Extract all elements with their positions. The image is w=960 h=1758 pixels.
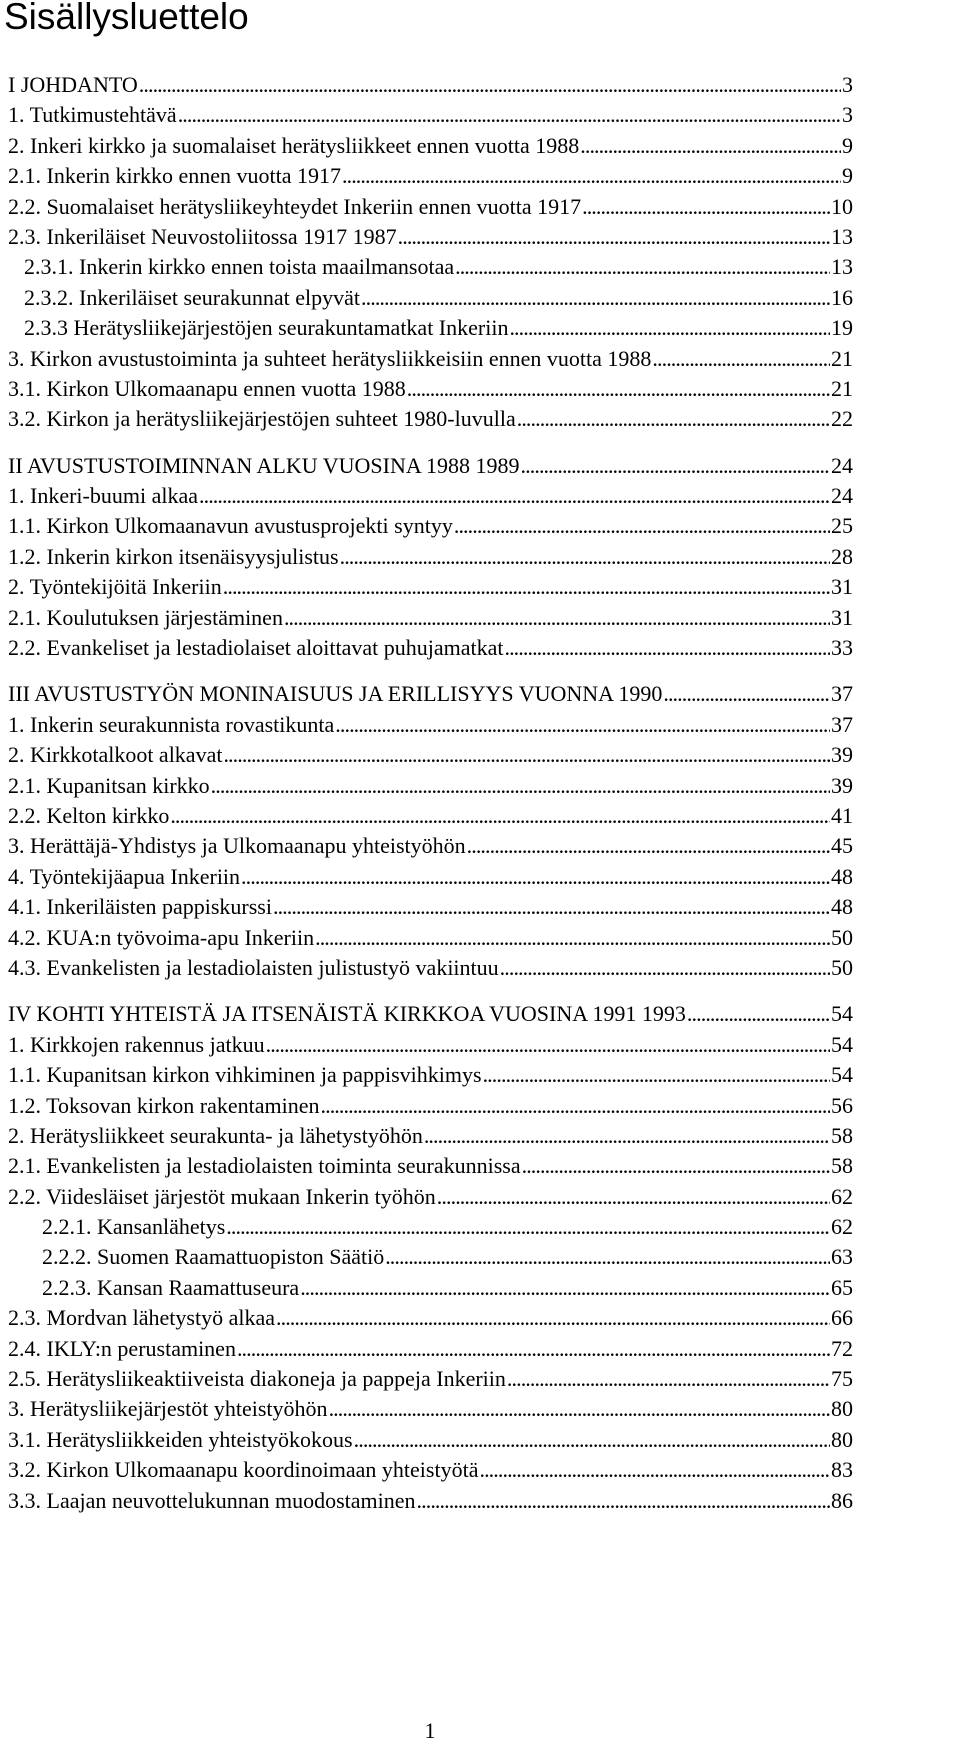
toc-entry[interactable] xyxy=(8,1364,853,1394)
toc-entry[interactable] xyxy=(8,344,853,374)
toc-entry-page: 37 xyxy=(831,711,853,737)
toc-entry[interactable] xyxy=(8,1182,853,1212)
toc-entry[interactable] xyxy=(8,222,853,252)
toc-entry[interactable] xyxy=(8,1030,853,1060)
toc-entry-page: 21 xyxy=(831,375,853,401)
dot-leader xyxy=(340,542,830,572)
toc-entry[interactable] xyxy=(8,771,853,801)
toc-entry[interactable] xyxy=(8,831,853,861)
dot-leader xyxy=(580,131,841,161)
toc-entry-text: 2.1. Evankelisten ja lestadiolaisten toiminta seurakunnissa xyxy=(8,1153,521,1179)
dot-leader xyxy=(522,1151,830,1181)
toc-entry[interactable] xyxy=(8,1303,853,1333)
dot-leader xyxy=(226,1212,830,1242)
toc-entry-page: 24 xyxy=(831,483,853,509)
toc-entry-page: 58 xyxy=(831,1122,853,1148)
toc-entry[interactable] xyxy=(8,374,853,404)
toc-entry[interactable] xyxy=(8,313,853,343)
toc-entry-page: 50 xyxy=(831,954,853,980)
dot-leader xyxy=(300,1273,830,1303)
toc-entry-page: 50 xyxy=(831,924,853,950)
toc-entry-page: 13 xyxy=(831,254,853,280)
toc-entry-text: 1.1. Kupanitsan kirkon vihkiminen ja pappisvihkimys xyxy=(8,1062,482,1088)
dot-leader xyxy=(398,222,830,252)
toc-entry-text: I JOHDANTO xyxy=(8,72,138,97)
dot-leader xyxy=(199,481,830,511)
toc-entry-page: 65 xyxy=(831,1274,853,1300)
toc-entry-page: 41 xyxy=(831,802,853,828)
dot-leader xyxy=(315,923,830,953)
dot-leader xyxy=(424,1121,830,1151)
toc-entry-page: 33 xyxy=(831,635,853,661)
toc-entry-text: 1. Kirkkojen rakennus jatkuu xyxy=(8,1031,265,1057)
toc-entry-text: III AVUSTUSTYÖN MONINAISUUS JA ERILLISYYS VUONNA 1990 xyxy=(8,681,663,707)
dot-leader xyxy=(455,252,830,282)
toc-entry[interactable] xyxy=(8,572,853,602)
toc-entry[interactable] xyxy=(8,1425,853,1455)
toc-entry-text: II AVUSTUSTOIMINNAN ALKU VUOSINA 1988 1989 xyxy=(8,452,520,478)
toc-entry-text: 3.3. Laajan neuvottelukunnan muodostaminen xyxy=(8,1487,416,1513)
dot-leader xyxy=(237,1334,830,1364)
dot-leader xyxy=(479,1455,830,1485)
dot-leader xyxy=(329,1394,830,1424)
dot-leader xyxy=(354,1425,830,1455)
dot-leader xyxy=(663,679,830,709)
toc-entry-text: 3.1. Kirkon Ulkomaanapu ennen vuotta 1988 xyxy=(8,375,406,401)
toc-entry-page: 10 xyxy=(831,193,853,219)
dot-leader xyxy=(241,862,830,892)
dot-leader xyxy=(223,740,830,770)
toc-entry-page: 39 xyxy=(831,772,853,798)
toc-entry-page: 16 xyxy=(831,284,853,310)
dot-leader xyxy=(454,511,830,541)
toc-entry[interactable] xyxy=(8,1091,853,1121)
toc-entry-page: 19 xyxy=(831,315,853,341)
toc-entry-text: 2.3. Inkeriläiset Neuvostoliitossa 1917 1987 xyxy=(8,223,397,249)
toc-entry-page: 72 xyxy=(831,1335,853,1361)
toc-entry[interactable] xyxy=(8,1242,853,1272)
dot-leader xyxy=(321,1091,831,1121)
dot-leader xyxy=(500,953,830,983)
toc-entry[interactable] xyxy=(8,1455,853,1485)
toc-entry-text: 2.2. Suomalaiset herätysliikeyhteydet Inkeriin ennen vuotta 1917 xyxy=(8,193,582,219)
toc-entry[interactable] xyxy=(8,161,853,191)
toc-entry-page: 75 xyxy=(831,1366,853,1392)
toc-entry[interactable] xyxy=(8,283,853,313)
toc-entry-text: 2.2. Evankeliset ja lestadiolaiset aloittavat puhujamatkat xyxy=(8,635,504,661)
toc-entry-page: 80 xyxy=(831,1396,853,1422)
toc-entry[interactable] xyxy=(8,192,853,222)
page-number: 1 xyxy=(424,1718,436,1743)
toc-entry[interactable] xyxy=(8,404,853,434)
toc-entry-text: 3.2. Kirkon ja herätysliikejärjestöjen suhteet 1980-luvulla xyxy=(8,406,516,432)
toc-entry-text: 2.3.1. Inkerin kirkko ennen toista maailmansotaa xyxy=(24,254,455,280)
toc-entry-page: 31 xyxy=(831,604,853,630)
dot-leader xyxy=(507,1364,830,1394)
toc-entry-text: 3. Kirkon avustustoiminta ja suhteet herätysliikkeisiin ennen vuotta 1988 xyxy=(8,345,652,371)
toc-entry-text: 2.2.1. Kansanlähetys xyxy=(42,1214,226,1240)
toc-entry-part-3[interactable] xyxy=(8,679,853,709)
toc-entry-text: 1.2. Inkerin kirkon itsenäisyysjulistus xyxy=(8,543,339,569)
toc-entry[interactable] xyxy=(8,603,853,633)
toc-entry-text: 2. Kirkkotalkoot alkavat xyxy=(8,742,223,768)
toc-entry-page: 45 xyxy=(831,833,853,859)
dot-leader xyxy=(273,892,830,922)
toc-entry-page: 54 xyxy=(831,1062,853,1088)
toc-entry-page: 3 xyxy=(842,72,853,97)
toc-entry[interactable] xyxy=(8,710,853,740)
toc-entry-text: 2.1. Kupanitsan kirkko xyxy=(8,772,210,798)
dot-leader xyxy=(335,710,830,740)
toc-entry-page: 37 xyxy=(831,681,853,707)
toc-entry[interactable] xyxy=(8,1121,853,1151)
dot-leader xyxy=(284,603,830,633)
toc-entry[interactable] xyxy=(8,1212,853,1242)
dot-leader xyxy=(276,1303,830,1333)
toc-entry-page: 39 xyxy=(831,742,853,768)
toc-entry-text: 2.1. Koulutuksen järjestäminen xyxy=(8,604,283,630)
toc-entry-page: 66 xyxy=(831,1305,853,1331)
toc-entry[interactable] xyxy=(8,1273,853,1303)
dot-leader xyxy=(178,100,841,130)
toc-entry[interactable] xyxy=(8,542,853,572)
toc-entry[interactable] xyxy=(8,131,853,161)
dot-leader xyxy=(266,1030,830,1060)
toc-entry-text: 2.1. Inkerin kirkko ennen vuotta 1917 xyxy=(8,163,341,189)
toc-entry-text: IV KOHTI YHTEISTÄ JA ITSENÄISTÄ KIRKKOA VUOSINA 1991 1993 xyxy=(8,1001,686,1027)
toc-entry[interactable] xyxy=(8,892,853,922)
toc-entry-page: 80 xyxy=(831,1426,853,1452)
toc-entry-page: 9 xyxy=(842,132,853,158)
toc-entry-text: 2.2. Kelton kirkko xyxy=(8,802,170,828)
toc-entry-text: 4.2. KUA:n työvoima-apu Inkeriin xyxy=(8,924,315,950)
toc-entry-text: 4.3. Evankelisten ja lestadiolaisten julistustyö vakiintuu xyxy=(8,954,499,980)
dot-leader xyxy=(521,451,830,481)
toc-entry-part-2[interactable] xyxy=(8,451,853,481)
toc-entry-page: 86 xyxy=(831,1487,853,1513)
toc-entry[interactable] xyxy=(8,1151,853,1181)
dot-leader xyxy=(211,771,830,801)
toc-entry-text: 1. Tutkimustehtävä xyxy=(8,102,177,128)
toc-entry[interactable] xyxy=(8,1394,853,1424)
toc-entry-text: 4. Työntekijäapua Inkeriin xyxy=(8,863,241,889)
toc-entry[interactable] xyxy=(8,1334,853,1364)
toc-entry-text: 3. Herätysliikejärjestöt yhteistyöhön xyxy=(8,1396,328,1422)
dot-leader xyxy=(170,801,830,831)
toc-entry-page: 9 xyxy=(842,163,853,189)
toc-entry-page: 25 xyxy=(831,513,853,539)
toc-entry-text: 2.3.2. Inkeriläiset seurakunnat elpyvät xyxy=(24,284,361,310)
toc-entry[interactable] xyxy=(8,511,853,541)
dot-leader xyxy=(483,1060,830,1090)
dot-leader xyxy=(687,999,830,1029)
toc-entry-text: 2. Herätysliikkeet seurakunta- ja lähetystyöhön xyxy=(8,1122,423,1148)
toc-entry-text: 2.2.3. Kansan Raamattuseura xyxy=(42,1274,300,1300)
toc-entry-text: 2.3. Mordvan lähetystyö alkaa xyxy=(8,1305,275,1331)
table-of-contents xyxy=(8,70,853,1516)
dot-leader xyxy=(504,633,830,663)
toc-entry-page: 3 xyxy=(842,102,853,128)
toc-entry-page: 56 xyxy=(831,1092,853,1118)
dot-leader xyxy=(139,70,841,100)
dot-leader xyxy=(407,374,830,404)
toc-entry-text: 3.2. Kirkon Ulkomaanapu koordinoimaan yhteistyötä xyxy=(8,1457,479,1483)
toc-entry-part-1[interactable] xyxy=(8,70,853,100)
toc-entry-text: 4.1. Inkeriläisten pappiskurssi xyxy=(8,894,272,920)
dot-leader xyxy=(517,404,830,434)
toc-entry-text: 1.2. Toksovan kirkon rakentaminen xyxy=(8,1092,320,1118)
toc-entry-page: 31 xyxy=(831,574,853,600)
dot-leader xyxy=(361,283,830,313)
toc-entry[interactable] xyxy=(8,801,853,831)
toc-entry-text: 3.1. Herätysliikkeiden yhteistyökokous xyxy=(8,1426,353,1452)
toc-entry-page: 63 xyxy=(831,1244,853,1270)
page-title: Sisällysluettelo xyxy=(4,0,249,37)
toc-entry-text: 3. Herättäjä-Yhdistys ja Ulkomaanapu yhteistyöhön xyxy=(8,833,466,859)
toc-entry-page: 48 xyxy=(831,894,853,920)
toc-entry-text: 1.1. Kirkon Ulkomaanavun avustusprojekti syntyy xyxy=(8,513,453,539)
dot-leader xyxy=(223,572,830,602)
toc-entry-page: 13 xyxy=(831,223,853,249)
toc-entry-text: 2. Inkeri kirkko ja suomalaiset herätysliikkeet ennen vuotta 1988 xyxy=(8,132,580,158)
toc-entry-page: 48 xyxy=(831,863,853,889)
dot-leader xyxy=(417,1486,830,1516)
toc-entry[interactable] xyxy=(8,100,853,130)
toc-entry-text: 2. Työntekijöitä Inkeriin xyxy=(8,574,222,600)
toc-entry-page: 62 xyxy=(831,1214,853,1240)
toc-entry[interactable] xyxy=(8,862,853,892)
toc-entry-page: 24 xyxy=(831,452,853,478)
dot-leader xyxy=(437,1182,830,1212)
toc-entry-page: 21 xyxy=(831,345,853,371)
toc-entry-page: 54 xyxy=(831,1001,853,1027)
dot-leader xyxy=(342,161,841,191)
toc-entry[interactable] xyxy=(8,1060,853,1090)
toc-entry[interactable] xyxy=(8,252,853,282)
dot-leader xyxy=(385,1242,830,1272)
dot-leader xyxy=(652,344,830,374)
toc-entry-page: 28 xyxy=(831,543,853,569)
toc-entry-page: 22 xyxy=(831,406,853,432)
toc-entry[interactable] xyxy=(8,481,853,511)
dot-leader xyxy=(467,831,830,861)
toc-entry-part-4[interactable] xyxy=(8,999,853,1029)
toc-entry-text: 2.3.3 Herätysliikejärjestöjen seurakuntamatkat Inkeriin xyxy=(24,315,509,341)
toc-entry-page: 62 xyxy=(831,1183,853,1209)
toc-entry-text: 1. Inkerin seurakunnista rovastikunta xyxy=(8,711,335,737)
dot-leader xyxy=(582,192,830,222)
toc-entry-text: 2.4. IKLY:n perustaminen xyxy=(8,1335,236,1361)
toc-entry-text: 2.2.2. Suomen Raamattuopiston Säätiö xyxy=(42,1244,385,1270)
toc-entry-page: 58 xyxy=(831,1153,853,1179)
toc-entry[interactable] xyxy=(8,740,853,770)
toc-entry-text: 2.2. Viidesläiset järjestöt mukaan Inkerin työhön xyxy=(8,1183,436,1209)
toc-entry[interactable] xyxy=(8,633,853,663)
dot-leader xyxy=(509,313,830,343)
toc-entry[interactable] xyxy=(8,953,853,983)
toc-entry-page: 54 xyxy=(831,1031,853,1057)
toc-entry[interactable] xyxy=(8,923,853,953)
toc-entry[interactable] xyxy=(8,1486,853,1516)
toc-entry-text: 2.5. Herätysliikeaktiiveista diakoneja ja pappeja Inkeriin xyxy=(8,1366,506,1392)
toc-entry-text: 1. Inkeri-buumi alkaa xyxy=(8,483,198,509)
toc-entry-page: 83 xyxy=(831,1457,853,1483)
